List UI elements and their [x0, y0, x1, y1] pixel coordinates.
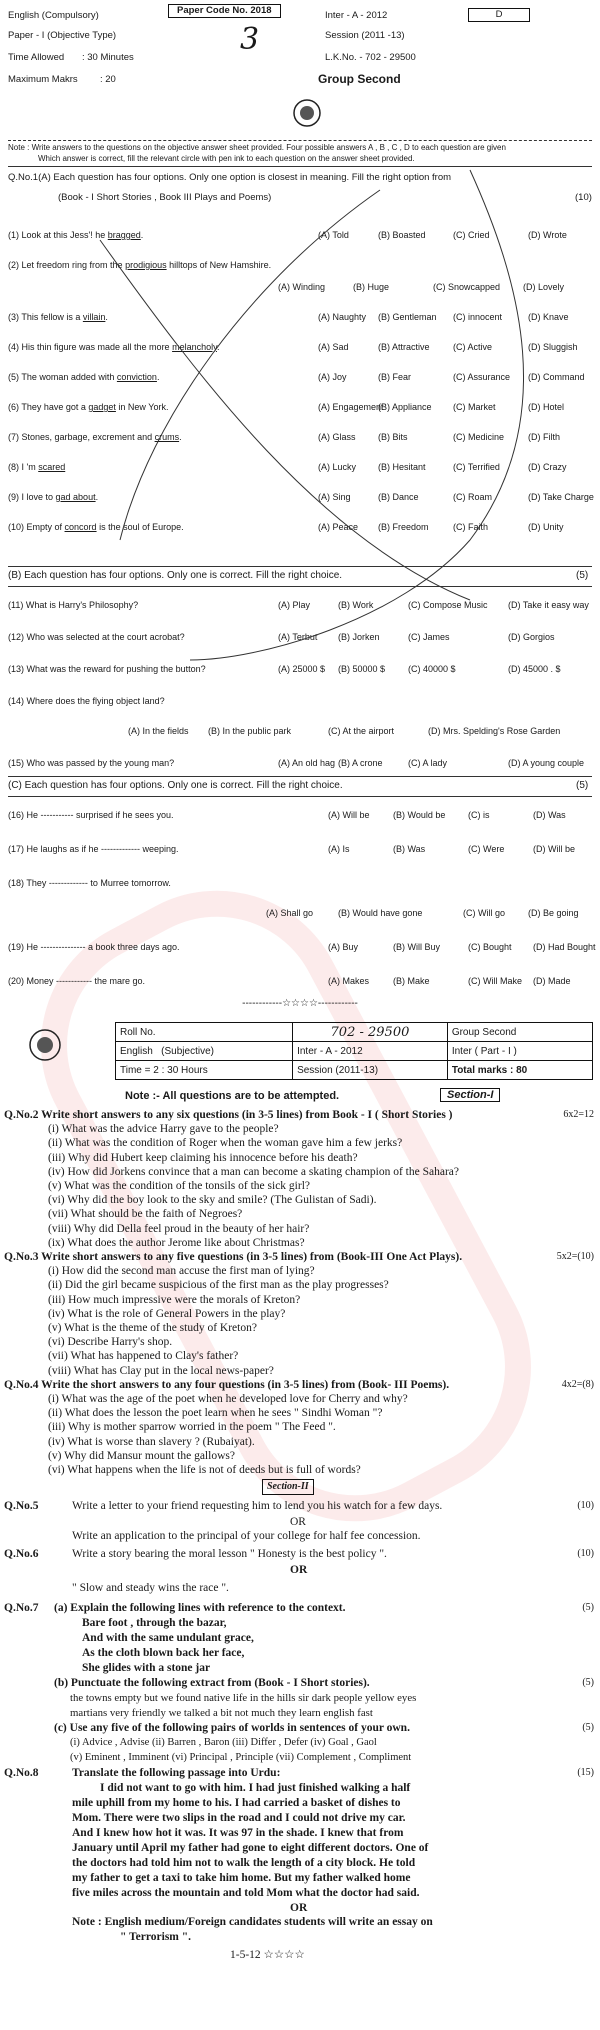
answer-option: (B) Will Buy	[393, 942, 440, 952]
section-2-label: Section-II	[262, 1479, 314, 1495]
answer-option: (C) Market	[453, 402, 496, 412]
answer-option: (B) Freedom	[378, 522, 429, 532]
q4-marks: 4x2=(8)	[561, 1378, 594, 1390]
q3-item: (v) What is the theme of the study of Kreton?	[48, 1322, 257, 1334]
section-c-divider	[8, 776, 592, 777]
roll-label: Roll No.	[116, 1023, 293, 1042]
question-pre: I love to	[21, 492, 56, 502]
q2-item: (ix) What does the author Jerome like about Christmas?	[48, 1236, 305, 1249]
q2-item: (vi) Why did the boy look to the sky and smile? (The Gulistan of Sadi).	[48, 1194, 377, 1207]
question-number: (8)	[8, 462, 22, 472]
q7c-marks: (5)	[582, 1722, 594, 1734]
q6-text: Write a story bearing the moral lesson " Honesty is the best policy ".	[72, 1548, 387, 1561]
question-pre: Look at this Jess'! he	[21, 230, 108, 240]
question-post: .	[216, 342, 220, 352]
paper-code: Paper Code No. 2018	[168, 4, 281, 18]
question-text: (12) Who was selected at the court acrobat?	[8, 632, 185, 642]
q8-text: Translate the following passage into Urdu:	[72, 1767, 281, 1780]
answer-option: (B) Hesitant	[378, 462, 426, 472]
answer-option: (C) Assurance	[453, 372, 511, 382]
answer-option: (D) Take it easy way	[508, 600, 589, 610]
answer-option: (A) Sing	[318, 492, 351, 502]
q2-item: (viii) Why did Della feel proud in the beauty of her hair?	[48, 1222, 310, 1235]
note-attempt: Note :- All questions are to be attempted.	[125, 1090, 340, 1102]
group: Group Second	[318, 72, 401, 86]
lk-number: L.K.No. - 702 - 29500	[325, 52, 416, 63]
q1-subtitle: (Book - I Short Stories , Book III Plays and Poems)	[58, 192, 272, 203]
punctuation-line: martians very friendly we talked a bit not much they learn english fast	[70, 1707, 373, 1720]
q8-label: Q.No.8	[4, 1767, 39, 1780]
question-row	[8, 906, 592, 920]
question-number: (2)	[8, 260, 22, 270]
q7b-marks: (5)	[582, 1677, 594, 1689]
answer-option: (D) Take Charge	[528, 492, 594, 502]
answer-option: (A) Lucky	[318, 462, 357, 472]
answer-option: (D) Lovely	[523, 282, 565, 292]
answer-option: (D) Knave	[528, 312, 569, 322]
answer-option: (B) Fear	[378, 372, 412, 382]
question-post: hilltops of New Hamshire.	[166, 260, 272, 270]
answer-option: (C) Snowcapped	[433, 282, 501, 292]
subject-type: (Subjective)	[161, 1045, 214, 1057]
section-c-marks: (5)	[576, 780, 589, 791]
question-text: (19) He --------------- a book three days ago.	[8, 942, 180, 952]
q2-marks: 6x2=12	[563, 1109, 594, 1120]
answer-option: (B) Would be	[393, 810, 446, 820]
answer-option: (C) Will Make	[468, 976, 522, 986]
answer-option: (C) is	[468, 810, 490, 820]
q4-item: (i) What was the age of the poet when he developed love for Cherry and why?	[48, 1393, 408, 1405]
answer-option: (D) A young couple	[508, 758, 585, 768]
q1-marks: (10)	[575, 192, 592, 203]
answer-option: (A) Told	[318, 230, 349, 240]
question-text: (13) What was the reward for pushing the button?	[8, 664, 206, 674]
pen-scribble	[0, 160, 600, 680]
paper-info-table	[115, 1022, 593, 1080]
passage-line: I did not want to go with him. I had just finished walking a half	[100, 1782, 411, 1795]
q4-item: (ii) What does the lesson the poet learn when he sees " Sindhi Woman "?	[48, 1407, 383, 1420]
note-line1: Note : Write answers to the questions on the objective answer sheet provided. Four possible answers A , B , C , D to each question are given	[8, 143, 506, 152]
q5-or-text: Write an application to the principal of your college for half fee concession.	[72, 1530, 421, 1543]
time-allowed-label: Time Allowed	[8, 52, 65, 63]
essay-topic: " Terrorism ".	[120, 1931, 192, 1944]
question-text: (11) What is Harry's Philosophy?	[8, 600, 139, 610]
q2-item: (v) What was the condition of the tonsils of the sick girl?	[48, 1180, 310, 1192]
answer-option: (A) An old hag	[278, 758, 336, 768]
question-key-word: scared	[38, 462, 66, 472]
answer-option: (A) In the fields	[128, 726, 189, 736]
question-post: .	[179, 432, 182, 442]
q4-item: (iii) Why is mother sparrow worried in the poem " The Feed ".	[48, 1421, 336, 1434]
paper-variant: D	[468, 8, 530, 22]
q6-label: Q.No.6	[4, 1548, 39, 1561]
question-post: .	[95, 492, 99, 502]
answer-option: (C) Bought	[468, 942, 512, 952]
answer-option: (C) Were	[468, 844, 505, 854]
question-row	[8, 756, 592, 770]
passage-line: Mom. There were two slips in the road and I could not drive my car.	[72, 1812, 406, 1825]
q3-item: (iv) What is the role of General Powers in the play?	[48, 1307, 286, 1320]
max-marks-label: Maximum Makrs	[8, 74, 78, 85]
question-pre: Empty of	[26, 522, 65, 532]
question-pre: Let freedom ring from the	[21, 260, 126, 270]
question-key-word: crums	[154, 432, 180, 442]
subject-label: English	[120, 1045, 153, 1057]
question-number: (4)	[8, 342, 22, 352]
passage-line: five miles across the mountain and told Mom what the doctor had said.	[72, 1887, 420, 1900]
answer-option: (B) Boasted	[378, 230, 426, 240]
answer-option: (D) Was	[533, 810, 566, 820]
question-text: (16) He ----------- surprised if he sees you.	[8, 810, 174, 820]
q4-item: (vi) What happens when the life is not of deeds but is full of words?	[48, 1464, 361, 1476]
question-key-word: melancholy	[172, 342, 217, 352]
answer-option: (A) Makes	[328, 976, 370, 986]
q3-heading: Q.No.3 Write short answers to any five questions (in 3-5 lines) from (Book-III One Act Plays).	[4, 1251, 463, 1263]
punctuation-line: the towns empty but we found native life in the hills sir dark people yellow eyes	[70, 1692, 417, 1705]
question-post: .	[156, 372, 160, 382]
question-number: (10)	[8, 522, 27, 532]
answer-option: (B) In the public park	[208, 726, 292, 736]
answer-option: (D) Sluggish	[528, 342, 578, 352]
paper-type: Paper - I (Objective Type)	[8, 30, 117, 41]
question-number: (9)	[8, 492, 22, 502]
answer-option: (A) Engagement	[318, 402, 384, 412]
answer-option: (B) Jorken	[338, 632, 380, 642]
answer-option: (C) Will go	[463, 908, 505, 918]
answer-option: (B) Was	[393, 844, 426, 854]
answer-option: (A) Play	[278, 600, 311, 610]
page2-footer: 1-5-12 ☆☆☆☆	[230, 1949, 305, 1962]
answer-option: (C) Faith	[453, 522, 489, 532]
section-c-title: (C) Each question has four options. Only one is correct. Fill the right choice.	[8, 780, 343, 791]
q8-marks: (15)	[577, 1767, 594, 1779]
answer-option: (C) A lady	[408, 758, 448, 768]
answer-option: (B) 50000 $	[338, 664, 386, 674]
question-number: (1)	[8, 230, 22, 240]
question-key-word: prodigious	[125, 260, 167, 270]
answer-option: (D) Crazy	[528, 462, 567, 472]
poem-line: Bare foot , through the bazar,	[82, 1617, 227, 1630]
answer-option: (D) Be going	[528, 908, 579, 918]
answer-option: (A) Winding	[278, 282, 326, 292]
answer-option: (D) 45000 . $	[508, 664, 561, 674]
question-post: .	[105, 312, 108, 322]
answer-option: (A) Is	[328, 844, 350, 854]
question-text: (15) Who was passed by the young man?	[8, 758, 175, 768]
question-key-word: conviction	[116, 372, 157, 382]
answer-option: (B) Would have gone	[338, 908, 423, 918]
answer-option: (C) 40000 $	[408, 664, 456, 674]
q6-or: OR	[290, 1564, 308, 1577]
answer-option: (B) Work	[338, 600, 374, 610]
answer-option: (C) James	[408, 632, 450, 642]
answer-option: (D) Wrote	[528, 230, 567, 240]
question-row	[8, 940, 596, 954]
answer-option: (B) Gentleman	[378, 312, 437, 322]
q7b-text: (b) Punctuate the following extract from (Book - I Short stories).	[54, 1677, 370, 1690]
section-b-marks: (5)	[576, 570, 589, 581]
question-row	[8, 842, 592, 856]
answer-option: (B) Attractive	[378, 342, 430, 352]
q7a-marks: (5)	[582, 1602, 594, 1614]
question-post: in New York.	[115, 402, 169, 412]
q3-item: (vii) What has happened to Clay's father?	[48, 1350, 239, 1363]
answer-option: (C) Terrified	[453, 462, 500, 472]
answer-option: (A) Glass	[318, 432, 356, 442]
answer-option: (D) Will be	[533, 844, 575, 854]
q1-title: Q.No.1(A) Each question has four options. Only one option is closest in meaning. Fill the right option from	[8, 172, 452, 183]
q3-item: (vi) Describe Harry's shop.	[48, 1336, 173, 1349]
answer-option: (A) Will be	[328, 810, 370, 820]
answer-option: (D) Filth	[528, 432, 560, 442]
word-pairs: (v) Eminent , Imminent (vi) Principal , Principle (vii) Complement , Compliment	[70, 1752, 412, 1764]
exam-name: Inter - A - 2012	[325, 10, 388, 21]
max-marks-value: : 20	[100, 74, 116, 85]
answer-option: (C) Medicine	[453, 432, 505, 442]
answer-option: (B) Bits	[378, 432, 408, 442]
poem-line: She glides with a stone jar	[82, 1662, 211, 1675]
time-allowed-value: : 30 Minutes	[82, 52, 134, 63]
q5-label: Q.No.5	[4, 1500, 39, 1513]
session-label: Session (2011-13)	[293, 1061, 448, 1080]
group-label: Group Second	[447, 1023, 592, 1042]
q2-item: (iv) How did Jorkens convince that a man can become a skating champion of the Sahara?	[48, 1165, 459, 1178]
answer-option: (D) Command	[528, 372, 585, 382]
question-number: (5)	[8, 372, 22, 382]
answer-option: (D) Hotel	[528, 402, 565, 412]
section-b-title: (B) Each question has four options. Only one is correct. Fill the right choice.	[8, 570, 343, 581]
final-note: Note : English medium/Foreign candidates students will write an essay on	[72, 1916, 433, 1929]
question-row	[8, 724, 592, 738]
question-pre: His thin figure was made all the more	[21, 342, 173, 352]
answer-option: (A) Joy	[318, 372, 347, 382]
answer-option: (C) Cried	[453, 230, 490, 240]
q5-text: Write a letter to your friend requesting him to lend you his watch for a few days.	[72, 1500, 443, 1513]
question-row	[8, 808, 592, 822]
answer-option: (B) Make	[393, 976, 430, 986]
word-pairs: (i) Advice , Advise (ii) Barren , Baron (iii) Differ , Defer (iv) Goal , Gaol	[70, 1737, 377, 1749]
answer-option: (B) A crone	[338, 758, 383, 768]
question-key-word: bragged	[107, 230, 141, 240]
note-line2: Which answer is correct, fill the relevant circle with pen ink to each question on the answer sheet provided.	[38, 154, 415, 163]
q2-item: (iii) Why did Hubert keep claiming his innocence before his death?	[48, 1151, 358, 1164]
question-pre: They have got a	[21, 402, 89, 412]
answer-option: (B) Dance	[378, 492, 419, 502]
question-row	[8, 694, 592, 708]
q3-item: (viii) What has Clay put in the local news-paper?	[48, 1364, 274, 1377]
q3-item: (i) How did the second man accuse the first man of lying?	[48, 1265, 315, 1278]
total-marks: Total marks : 80	[447, 1061, 592, 1080]
question-pre: This fellow is a	[21, 312, 83, 322]
roll-handwritten: 702 - 29500	[293, 1023, 448, 1042]
q2-item: (i) What was the advice Harry gave to the people?	[48, 1123, 279, 1136]
section-1-label: Section-I	[440, 1088, 500, 1102]
question-key-word: concord	[64, 522, 97, 532]
poem-line: As the cloth blown back her face,	[82, 1647, 245, 1660]
answer-option: (D) Mrs. Spelding's Rose Garden	[428, 726, 561, 736]
answer-option: (D) Had Bought	[533, 942, 596, 952]
question-row	[8, 876, 592, 890]
page1-stars: ------------☆☆☆☆------------	[242, 998, 358, 1009]
answer-option: (D) Made	[533, 976, 571, 986]
question-number: (6)	[8, 402, 22, 412]
subject: English (Compulsory)	[8, 10, 99, 21]
answer-option: (B) Appliance	[378, 402, 432, 412]
question-pre: I 'm	[21, 462, 39, 472]
answer-option: (C) innocent	[453, 312, 503, 322]
q8-or: OR	[290, 1902, 308, 1915]
question-pre: Stones, garbage, excrement and	[21, 432, 155, 442]
answer-option: (A) Terbut	[278, 632, 318, 642]
answer-option: (A) Sad	[318, 342, 349, 352]
session: Session (2011 -13)	[325, 30, 405, 41]
answer-option: (C) Roam	[453, 492, 493, 502]
q7-label: Q.No.7	[4, 1602, 39, 1615]
exam-label: Inter - A - 2012	[293, 1042, 448, 1061]
passage-line: January until April my father had gone to eight different doctors. One of	[72, 1842, 429, 1855]
note-separator	[8, 140, 592, 141]
answer-option: (D) Unity	[528, 522, 564, 532]
answer-option: (D) Gorgios	[508, 632, 555, 642]
question-post: .	[140, 230, 144, 240]
q3-item: (iii) How much impressive were the morals of Kreton?	[48, 1293, 301, 1306]
passage-line: And I knew how hot it was. It was 97 in the shade. I knew that from	[72, 1827, 404, 1840]
answer-option: (A) Shall go	[266, 908, 314, 918]
question-post: is the soul of Europe.	[96, 522, 184, 532]
q7c-text: (c) Use any five of the following pairs of worlds in sentences of your own.	[54, 1722, 410, 1735]
board-logo-icon	[292, 98, 322, 128]
question-key-word: gadget	[88, 402, 116, 412]
q6-or-text: " Slow and steady wins the race ".	[72, 1582, 229, 1595]
answer-option: (A) Peace	[318, 522, 359, 532]
answer-option: (C) At the airport	[328, 726, 395, 736]
q6-marks: (10)	[577, 1548, 594, 1560]
question-number: (3)	[8, 312, 22, 322]
answer-option: (C) Compose Music	[408, 600, 488, 610]
question-text: (17) He laughs as if he ------------- weeping.	[8, 844, 179, 854]
question-key-word: villain	[82, 312, 106, 322]
q5-marks: (10)	[577, 1500, 594, 1512]
question-text: (14) Where does the flying object land?	[8, 696, 165, 706]
time-label: Time = 2 : 30 Hours	[116, 1061, 293, 1080]
q4-item: (iv) What is worse than slavery ? (Rubaiyat).	[48, 1435, 255, 1448]
q3-item: (ii) Did the girl became suspicious of the first man as the play progresses?	[48, 1279, 389, 1292]
answer-option: (A) Naughty	[318, 312, 367, 322]
q2-item: (ii) What was the condition of Roger when the woman gave him a few jerks?	[48, 1137, 403, 1150]
passage-line: the doctors had told him not to walk the length of a city block. He told	[72, 1857, 416, 1870]
q7a-text: (a) Explain the following lines with reference to the context.	[54, 1602, 346, 1615]
answer-option: (A) Buy	[328, 942, 359, 952]
q2-item: (vii) What should be the faith of Negroes?	[48, 1208, 243, 1221]
answer-option: (C) Active	[453, 342, 493, 352]
question-number: (7)	[8, 432, 22, 442]
handwritten-number: 3	[240, 22, 260, 57]
poem-line: And with the same undulant grace,	[82, 1632, 254, 1645]
question-row	[8, 974, 592, 988]
answer-option: (A) 25000 $	[278, 664, 326, 674]
passage-line: mile uphill from my home to his. I had carried a basket of dishes to	[72, 1797, 401, 1810]
q5-or: OR	[290, 1516, 306, 1529]
q4-item: (v) Why did Mansur mount the gallows?	[48, 1449, 235, 1462]
part-label: Inter ( Part - I )	[447, 1042, 592, 1061]
answer-option: (B) Huge	[353, 282, 390, 292]
question-text: (18) They ------------- to Murree tomorrow.	[8, 878, 171, 888]
passage-line: my father to get a taxi to take him home. But my father walked home	[72, 1872, 411, 1885]
q3-marks: 5x2=(10)	[556, 1251, 594, 1262]
question-key-word: gad about	[55, 492, 96, 502]
q4-heading: Q.No.4 Write the short answers to any four questions (in 3-5 lines) from (Book- III Poems).	[4, 1378, 450, 1391]
question-text: (20) Money ------------ the mare go.	[8, 976, 146, 986]
section-c-divider-2	[8, 796, 592, 797]
board-logo-2-icon	[28, 1028, 62, 1062]
q2-heading: Q.No.2 Write short answers to any six questions (in 3-5 lines) from Book - I ( Short Stories )	[4, 1109, 453, 1121]
question-pre: The woman added with	[21, 372, 117, 382]
